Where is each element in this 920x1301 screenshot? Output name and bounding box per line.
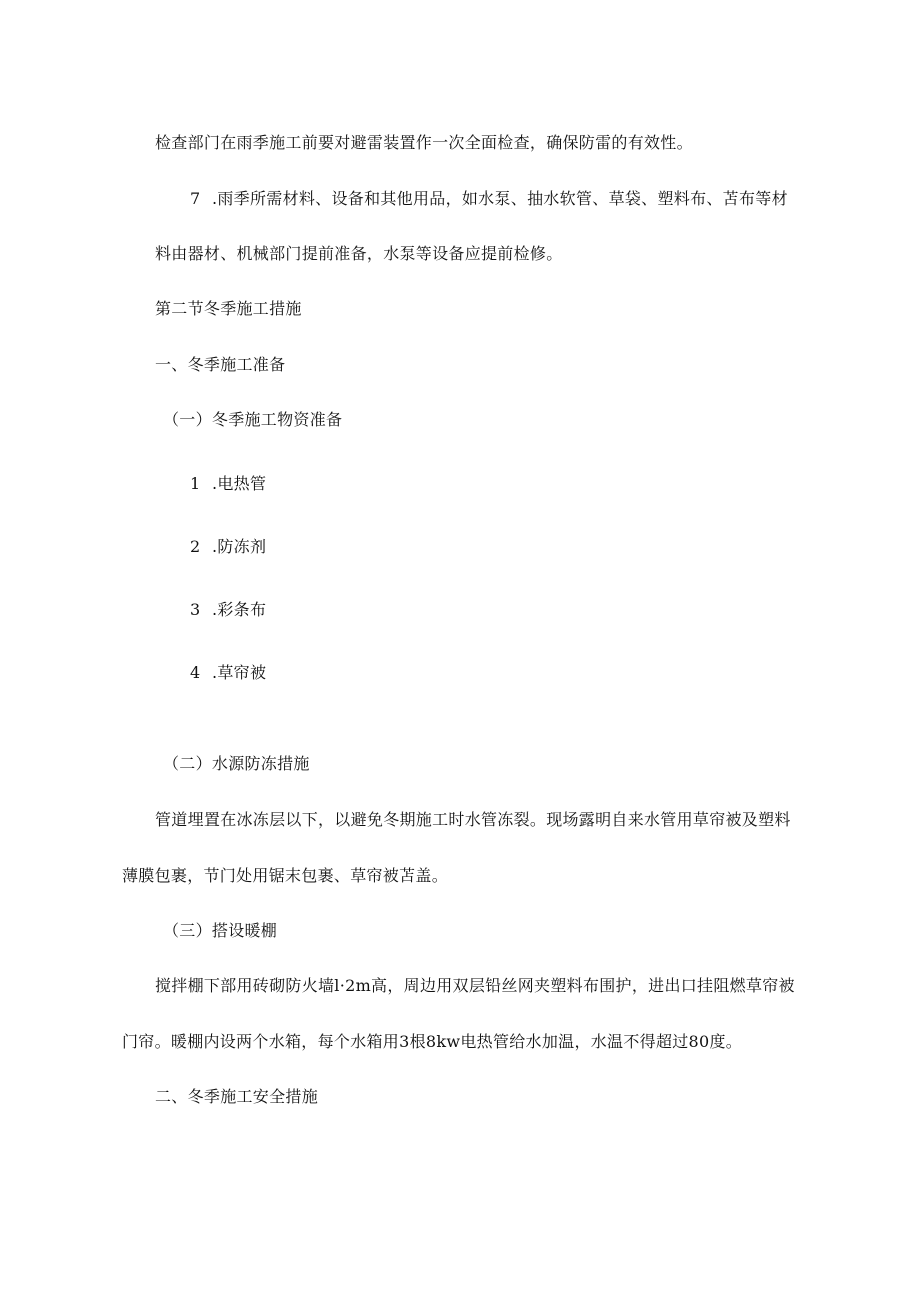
list-item-number: 1: [190, 474, 201, 493]
list-item: [190, 474, 266, 494]
list-item-text: .彩条布: [212, 600, 267, 619]
heading-winter-safety: 二、冬季施工安全措施: [155, 1087, 319, 1106]
list-item-number: 3: [190, 600, 201, 619]
list-item-7: [190, 189, 788, 209]
list-item-text: .防冻剂: [212, 537, 267, 556]
heading-winter-preparation: 一、冬季施工准备: [155, 355, 286, 374]
paragraph-pipes-line2: 薄膜包裹，节门处用锯末包裹、草帘被苫盖。: [122, 866, 449, 885]
paragraph-lightning-check: 检查部门在雨季施工前要对避雷装置作一次全面检查，确保防雷的有效性。: [155, 133, 693, 152]
paragraph-shed-line2: 门帘。暖棚内设两个水箱，每个水箱用3根8kw电热管给水加温，水温不得超过80度。: [122, 1032, 743, 1051]
list-item: [190, 537, 266, 557]
list-item: [190, 600, 266, 620]
subheading-materials: （一）冬季施工物资准备: [163, 410, 343, 429]
list-item: [190, 663, 266, 683]
list-item-text: .电热管: [212, 474, 267, 493]
list-item-number: 4: [190, 663, 201, 682]
list-item-text: .雨季所需材料、设备和其他用品，如水泵、抽水软管、草袋、塑料布、苫布等材: [212, 189, 788, 208]
list-item-text: .草帘被: [212, 663, 267, 682]
paragraph-shed-line1: 搅拌棚下部用砖砌防火墙l·2m高，周边用双层铅丝网夹塑料布围护，进出口挂阻燃草帘被: [155, 976, 795, 995]
section-title: 第二节冬季施工措施: [155, 299, 302, 318]
paragraph-pipes-line1: 管道埋置在冰冻层以下，以避免冬期施工时水管冻裂。现场露明自来水管用草帘被及塑料: [155, 810, 791, 829]
list-item-number: 7: [190, 189, 201, 208]
list-item-number: 2: [190, 537, 201, 556]
subheading-water-antifreeze: （二）水源防冻措施: [163, 754, 310, 773]
subheading-warm-shed: （三）搭设暖棚: [163, 921, 278, 940]
list-item-7-continuation: 料由器材、机械部门提前准备，水泵等设备应提前检修。: [155, 244, 563, 263]
